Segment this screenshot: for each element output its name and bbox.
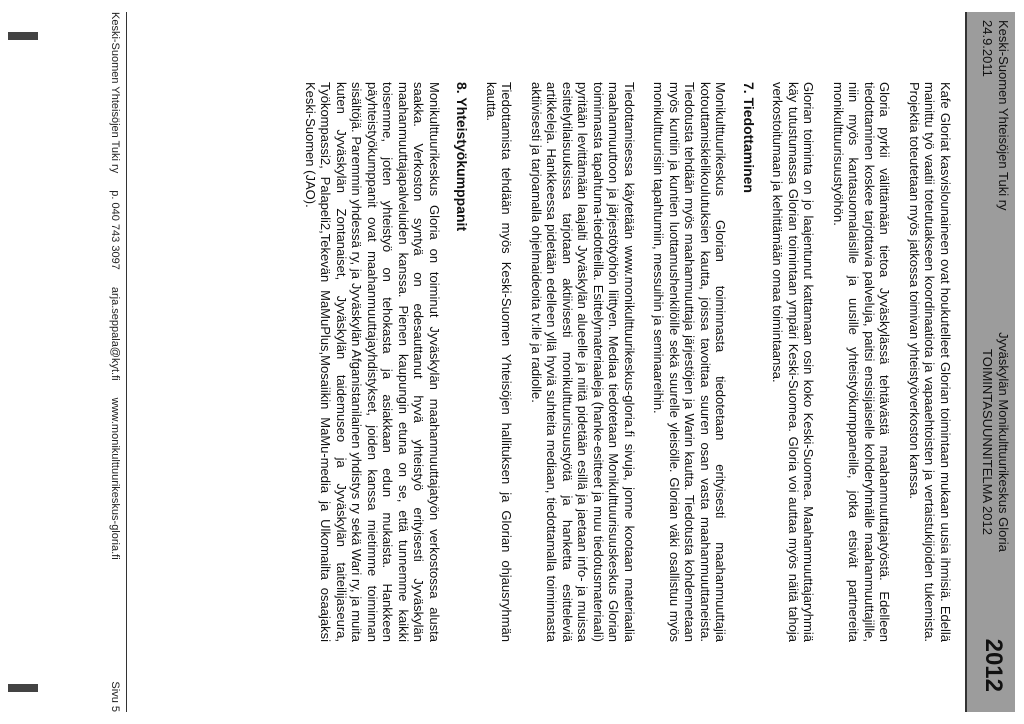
document-body (289, 82, 954, 642)
section-7-paragraph-2: Tiedottamisessa käytetään www.monikulttuurikeskus-gloria.fi sivuja, jonne kootaan materiaalia maahanmuuttoon ja järjestötyöhön liittyen. Mediaa tiedotetaan Monikulttuurisuuskeskus Glorian toiminnasta tapahtuma-tiedotteilla. Esittelymateriaaleja (hanke-esitteet ja muu tiedotusmateriaali) pyritään levittämään laajalti Jyväskylän alueelle ja niitä pidetään esillä ja jaetaan info- ja muissa esittelytilaisuuksissa tarjotaan aktiivisesti monikulttuurisuustyötä ja hanketta esitteleviä artikkeleja. Hankkeessa pidetään edelleen yllä hyviä suhteita mediaan, tiedottamalla toiminnasta aktiivisesti ja tarjoamalla ohjelmaideoita tv:lle ja radiolle. (529, 82, 637, 642)
footer-email: arja.seppala@kyt.fi (109, 286, 121, 381)
footer-website: www.monikulttuurikeskus-gloria.fi (109, 397, 121, 560)
intro-paragraph-1: Kafe Gloriat kasvislounaineen ovat houkutelleet Glorian toimintaan mukaan uusia ihmisiä. Edellä mainittu työ vaatii toteutuakseen koordinaatiota ja vapaaehtoisten ja vertaistukijoiden tukemista. Projektia toteutetaan myös jatkossa toimivan yhteistyöverkoston kanssa. (907, 82, 953, 642)
section-7-paragraph-1: Monikulttuurikeskus Glorian toiminnasta tiedotetaan erityisesti maahanmuuttajia kotouttamiskielikoulutuksien kautta, joissa tavoittaa suuren osan vasta maahanmuuttaneista. Tiedotusta tehdään myös maahanmuuttaja järjestöjen ja Warin kautta. Tiedotusta kohdennetaan myös kuntiin ja kuntien luottamushenkilöille sekä suurelle yleisölle. Glorian väki osallistuu myös monikulttuurisiin tapahtumiin, messuihin ja seminaareihin. (651, 82, 729, 642)
header-date: 24.9.2011 (980, 20, 995, 77)
page-number: Sivu 5 (109, 681, 121, 712)
header-divider (965, 12, 967, 712)
header-subtitle: TOIMINTASUUNNITELMA 2012 (980, 349, 995, 535)
footer-contact (109, 12, 121, 712)
header-year: 2012 (980, 638, 1007, 692)
footer-phone: p. 040 743 3097 (109, 190, 121, 270)
scanned-page (55, 12, 1015, 712)
header-center (979, 262, 1011, 622)
scan-edge-mark-bottom (8, 684, 38, 692)
footer-org: Keski-Suomen Yhteisöjen Tuki ry (109, 12, 121, 174)
section-7-paragraph-3: Tiedottamista tehdään myös Keski-Suomen Yhteisöjen hallituksen ja Glorian ohjausryhmän kautta. (484, 82, 515, 642)
scan-edge-mark-top (8, 32, 38, 40)
page-header (967, 12, 1015, 712)
section-8-paragraph-1: Monikulttuurikeskus Gloria on toiminut Jyväskylän maahanmuuttajatyön verkostossa alusta saakka. Verkoston syntyä on edesauttanut hyvä yhteistyö erityisesti Jyväskylän maahanmuuttajapalveluiden kanssa. Pienen kaupungin etuna on se, että tunnemme kaikki toisemme, joten yhteistyö on tehokasta ja asiakkaan edun mukaista. Hankkeen päyhteistyökumppanit ovat maahanmuuttajayhdistykset, joiden kanssa mietimme toiminnan sisältöjä. Paremmin yhdessä ry, ja Jyväskylän Afganistanilainen yhdistys ry sekä Wari ry, ja muita kuten Jyväskylän Zontanaiset, Jyväskylän taidemuseo ja Jyväskylän taiteilijaseura, Työkompassi2, Palapeli2,Tekevän MaMuPlus,Mosaiikin MaMu-media ja Ulkomailta osaajaksi Keski-Suomen (JAO). (303, 82, 442, 642)
section-8-heading: 8. Yhteistyökumppanit (454, 82, 471, 232)
header-org: Keski-Suomen Yhteisöjen Tuki ry (996, 20, 1011, 211)
footer-divider (126, 12, 127, 712)
intro-paragraph-3: Glorian toiminta on jo laajentunut kattamaan osin koko Keski-Suomea. Maahanmuuttajaryhmiä käy tutustumassa Glorian toimintaan ympäri Keski-Suomea. Gloria voi auttaa myös näitä tahoja verkostoitumaan ja kehittämään omaa toimintaansa. (770, 82, 817, 642)
section-7-heading: 7. Tiedottaminen (741, 82, 757, 193)
header-left (979, 20, 1011, 211)
page-footer (109, 12, 121, 712)
rotated-document (55, 12, 1015, 712)
intro-paragraph-2: Gloria pyrkii välittämään tietoa Jyväskylässä tehtävästä maahanmuuttajatyöstä. Edelleen tiedottaminen koskee tarjottavia palveluja, paitsi ensisijaiselle kohderyhmälle maahanmuuttajille, niin myös kantasuomalaisille ja uusille yhteistyökumppaneille, jotka etsivät partnereita monikulttuurisuustyöhön. (831, 82, 893, 642)
header-title: Jyväskylän Monikulttuurikeskus Gloria (996, 332, 1011, 552)
